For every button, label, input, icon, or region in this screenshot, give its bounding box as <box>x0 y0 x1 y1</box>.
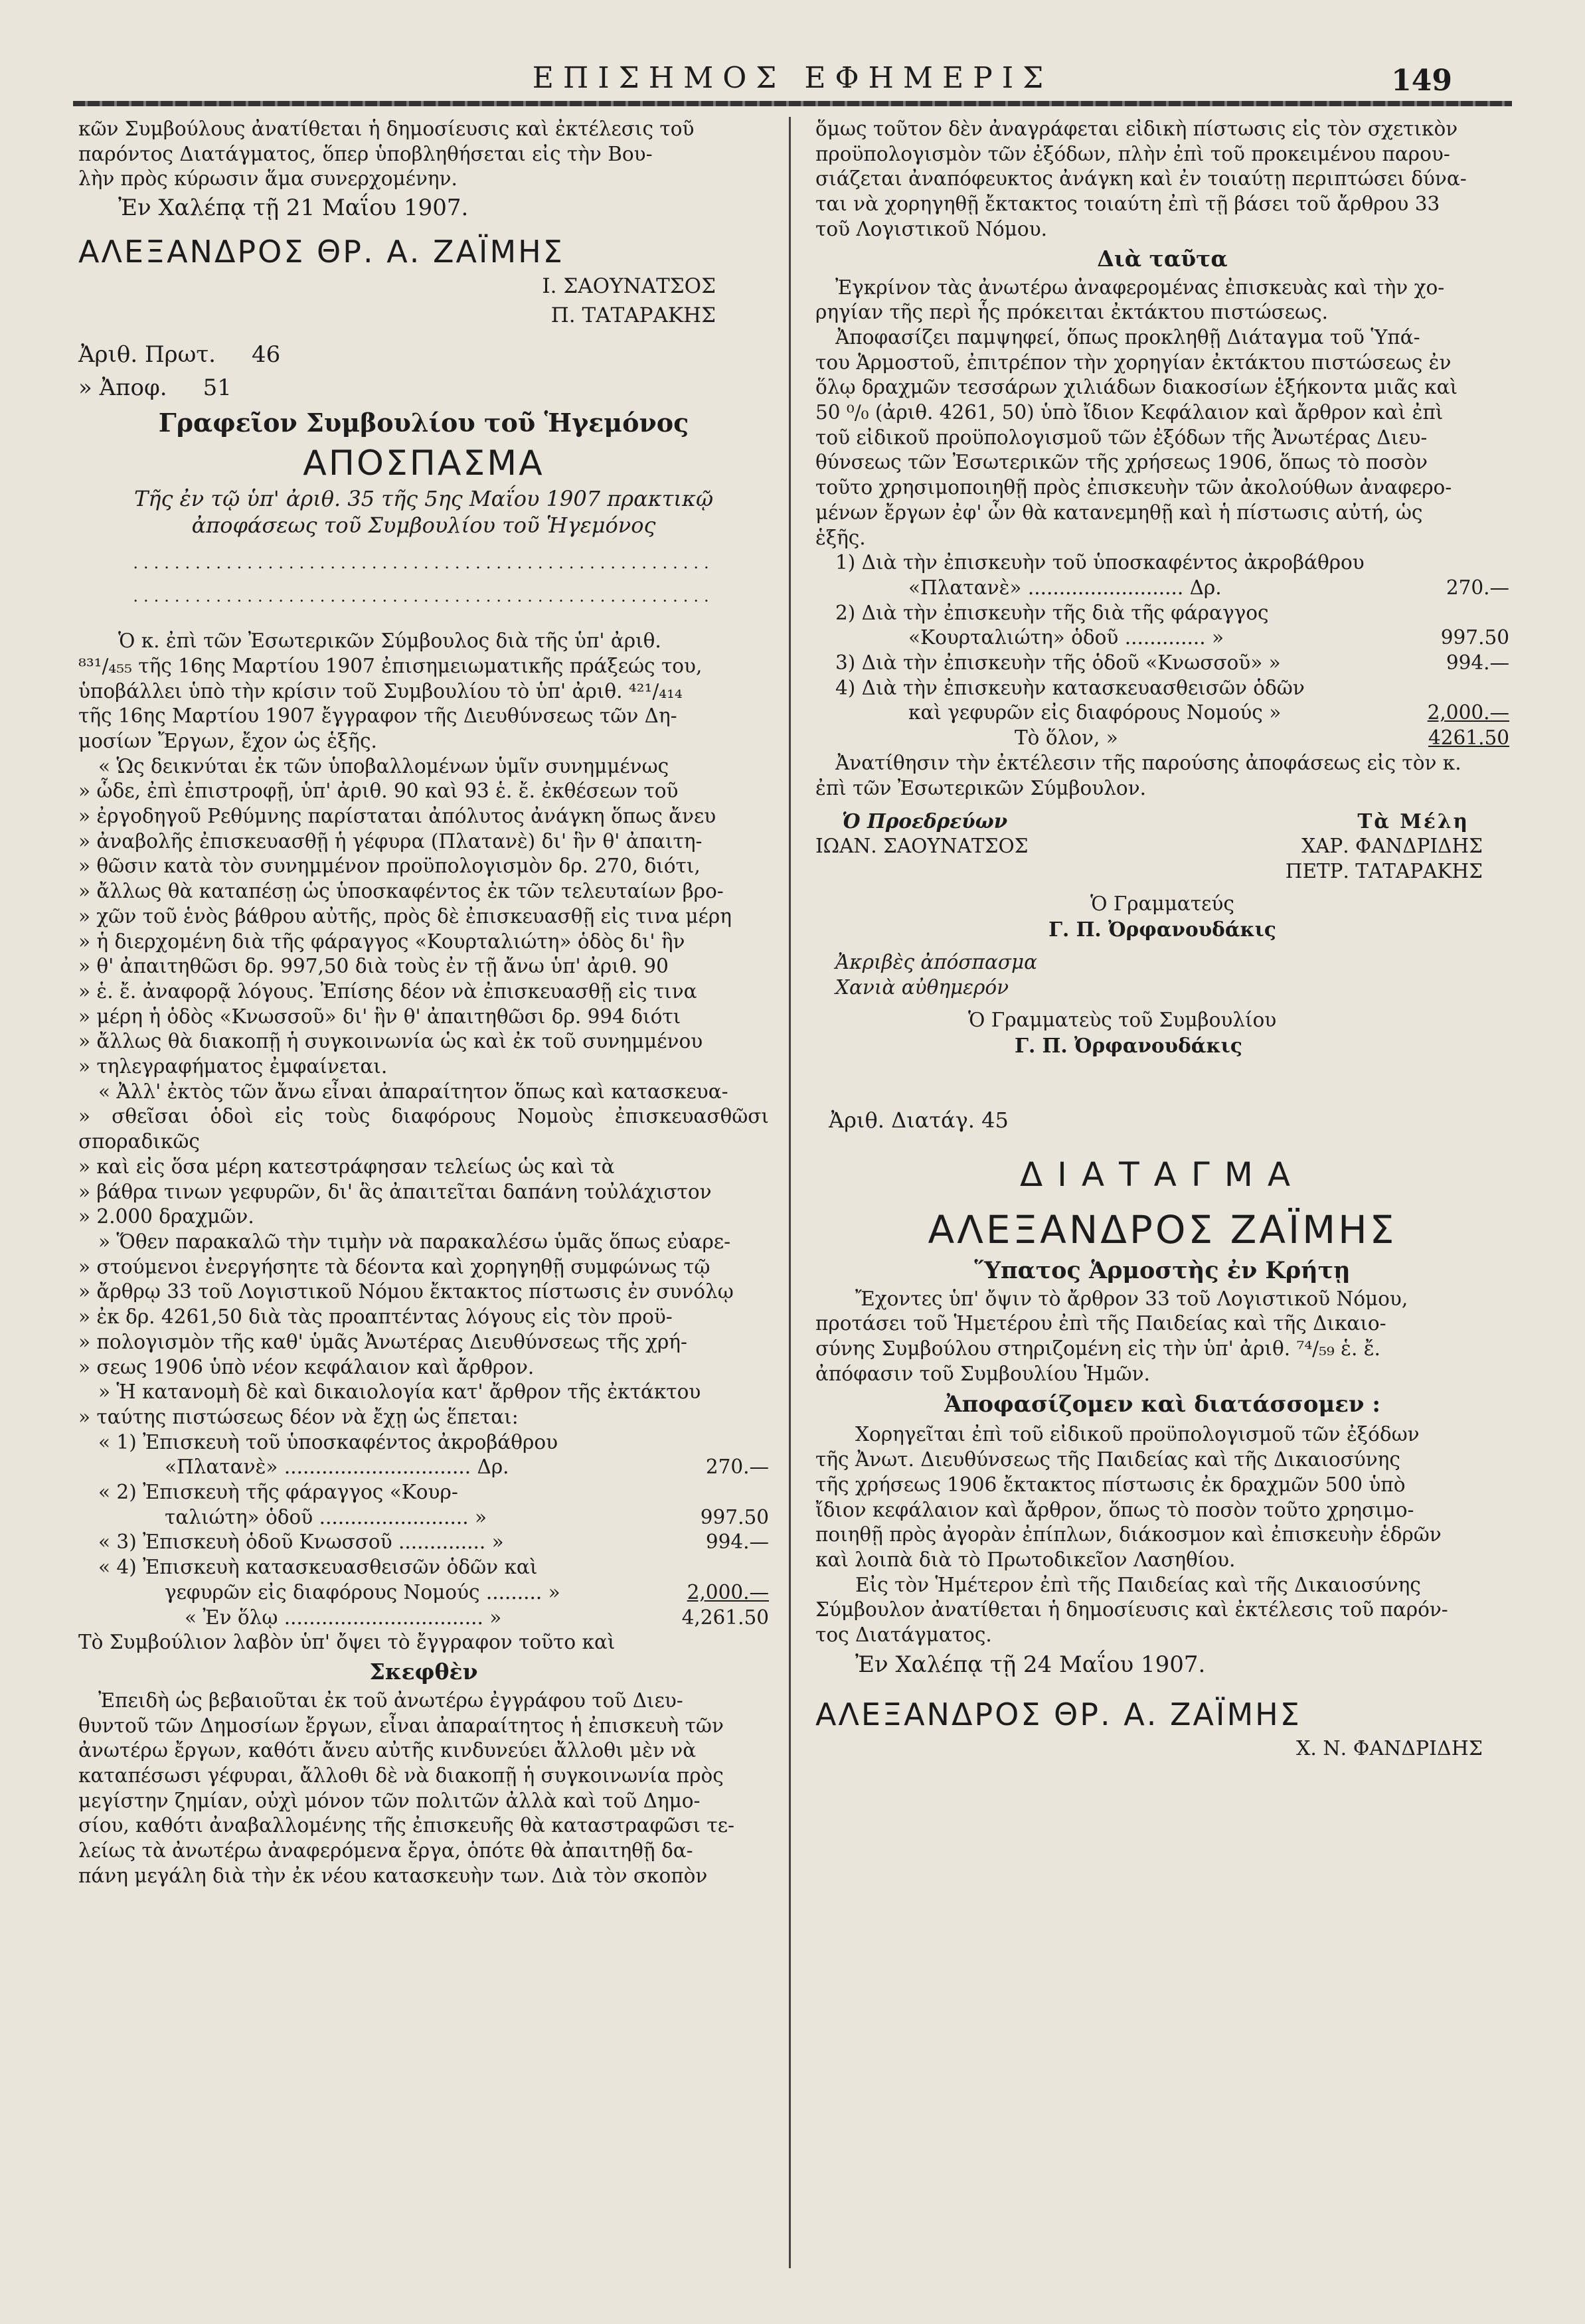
text-line: καὶ λοιπὰ διὰ τὸ Πρωτοδικεῖον Λασηθίου. <box>815 1548 1236 1571</box>
signature-labels <box>815 809 1509 834</box>
secretary-name: Γ. Π. Ὀρφανουδάκις <box>1048 918 1276 942</box>
dotted-separator: ........................................................ <box>133 554 714 573</box>
text-line: ἀνωτέρω ἔργων, καθότι ἄνευ αὐτῆς κινδυνεύει ἄλλοθι μὲν νὰ <box>78 1739 697 1762</box>
text-line: ⁸³¹/₄₅₅ τῆς 16ης Μαρτίου 1907 ἐπισημειωματικῆς πράξεώς του, <box>78 654 703 677</box>
expense-item: « 2) Ἐπισκευὴ τῆς φάραγγος «Κουρ- <box>98 1481 458 1504</box>
text-line: » ἄλλως θὰ διακοπῇ ἡ συγκοινωνία ὡς καὶ ἐκ τοῦ συνημμένου <box>78 1030 703 1053</box>
expense-item: 3) Διὰ τὴν ἐπισκευὴν τῆς ὁδοῦ «Κνωσσοῦ» » 994.— <box>835 651 1509 675</box>
section-heading: Σκεφθὲν <box>369 1658 478 1685</box>
right-column <box>815 117 1509 1764</box>
text-line: τοῦ Λογιστικοῦ Νόμου. <box>815 217 1048 240</box>
decision-value: 51 <box>203 374 232 402</box>
text-line: κῶν Συμβούλους ἀνατίθεται ἡ δημοσίευσις καὶ ἐκτέλεσις τοῦ <box>78 118 695 140</box>
expense-item: καὶ γεφυρῶν εἰς διαφόρους Νομούς » 2,000.— <box>908 701 1509 724</box>
protocol-number <box>78 338 769 371</box>
header-rule <box>73 101 1512 106</box>
certified-line: Χανιὰ αὐθημερόν <box>835 975 1009 999</box>
expense-list <box>78 1430 769 1631</box>
text-line: σίου, καθότι ἀναβαλλομένης τῆς ἐπισκευῆς θὰ καταστραφῶσι τε- <box>78 1814 734 1837</box>
body-paragraph <box>815 117 1509 242</box>
quoted-paragraph <box>78 1380 769 1430</box>
expense-item: «Κουρταλιώτη» ὁδοῦ ............. » 997.50 <box>908 626 1509 649</box>
body-paragraph <box>815 325 1509 550</box>
text-line: πάνη μεγάλη διὰ τὴν ἐκ νέου κατασκευὴν των. Διὰ τὸν σκοπὸν <box>78 1864 708 1887</box>
expense-item: «Πλατανὲ» .............................. Δρ. 270.— <box>165 1455 769 1479</box>
cosigner-name: Ι. ΣΑΟΥΝΑΤΣΟΣ <box>542 274 716 299</box>
decision-number <box>78 371 769 404</box>
text-line: » ἐργοδηγοῦ Ρεθύμνης παρίσταται ἀπόλυτος ἀνάγκη ὅπως ἄνευ <box>78 805 716 828</box>
text-line: Ἐπειδὴ ὡς βεβαιοῦται ἐκ τοῦ ἀνωτέρω ἐγγράφου τοῦ Διευ- <box>98 1689 683 1712</box>
text-line: » καὶ εἰς ὅσα μέρη κατεστράφησαν τελείως ὡς καὶ τὰ <box>78 1155 615 1178</box>
quoted-paragraph <box>78 1230 769 1380</box>
text-line: » σθεῖσαι ὁδοὶ εἰς τοὺς διαφόρους Νομοὺς ἐπισκευασθῶσι σποραδικῶς <box>78 1105 769 1153</box>
text-line: ἀπόφασιν τοῦ Συμβουλίου Ἡμῶν. <box>815 1362 1150 1385</box>
text-line: μεγίστην ζημίαν, οὐχὶ μόνον τῶν πολιτῶν ἀλλὰ καὶ τοῦ Δημο- <box>78 1789 701 1812</box>
text-line: μένων ἔργων ἐφ' ὧν θὰ κατανεμηθῇ καὶ ἡ πίστωσις αὐτή, ὡς <box>815 501 1423 524</box>
text-line: » μέρη ἡ ὁδὸς «Κνωσσοῦ» δι' ἣν θ' ἀπαιτηθῶσι δρ. 994 διότι <box>78 1005 681 1028</box>
text-line: ἑξῆς. <box>815 526 866 549</box>
section-heading: Διὰ ταῦτα <box>1097 245 1228 272</box>
left-column <box>78 117 769 1889</box>
decree-signer: ΑΛΕΞΑΝΔΡΟΣ ΖΑΪΜΗΣ <box>928 1206 1397 1252</box>
text-line: » τηλεγραφήματος ἐμφαίνεται. <box>78 1055 388 1078</box>
text-line: » ἡ διερχομένη διὰ τῆς φάραγγος «Κουρταλιώτη» ὁδὸς δι' ἣν <box>78 930 685 953</box>
text-line: « Ὡς δεικνύται ἐκ τῶν ὑποβαλλομένων ὑμῖν συνημμένως <box>98 754 669 778</box>
decree-date: Ἐν Χαλέπᾳ τῇ 24 Μαΐου 1907. <box>855 1651 1206 1678</box>
text-line: ται νὰ χορηγηθῇ ἔκτακτος τοιαύτη ἐπὶ τῇ βάσει τοῦ ἄρθρου 33 <box>815 193 1440 216</box>
gazette-title: ΕΠΙΣΗΜΟΣ ΕΦΗΜΕΡΙΣ <box>532 61 1053 95</box>
expense-item: «Πλατανὲ» ......................... Δρ. 270.— <box>908 576 1509 599</box>
page-number: 149 <box>1391 64 1452 98</box>
expense-item: ταλιώτη» ὁδοῦ ........................ » 997.50 <box>165 1505 769 1529</box>
council-secretary-label: Ὁ Γραμματεὺς τοῦ Συμβουλίου <box>968 1009 1277 1032</box>
text-line: σιάζεται ἀναπόφευκτος ἀνάγκη καὶ ἐν τοιαύτῃ περιπτώσει δύνα- <box>815 167 1467 191</box>
text-line: Εἰς τὸν Ἡμέτερον ἐπὶ τῆς Παιδείας καὶ τῆς Δικαιοσύνης <box>855 1573 1421 1596</box>
decree-final-signer: ΑΛΕΞΑΝΔΡΟΣ ΘΡ. Α. ΖΑΪΜΗΣ <box>815 1696 1301 1732</box>
decree-title: ΔΙΑΤΑΓΜΑ <box>1019 1155 1305 1194</box>
expense-list <box>815 550 1509 751</box>
text-line: ἐπὶ τῶν Ἐσωτερικῶν Σύμβουλον. <box>815 776 1146 799</box>
text-line: λείως τὰ ἀνωτέρω ἀναφερόμενα ἔργα, ὁπότε θὰ ἀπαιτηθῇ δα- <box>78 1839 693 1863</box>
secretary-label: Ὁ Γραμματεύς <box>1090 892 1234 916</box>
intro-paragraph <box>78 117 769 192</box>
member-name: ΧΑΡ. ΦΑΝΔΡΙΔΗΣ <box>1301 834 1483 857</box>
expense-item: 1) Διὰ τὴν ἐπισκευὴν τοῦ ὑποσκαφέντος ἀκροβάθρου <box>835 551 1365 574</box>
body-paragraph <box>815 751 1509 801</box>
text-line: ποιηθῇ πρὸς ἀγορὰν ἐπίπλων, διάκοσμον καὶ ἐπισκευὴν ἑδρῶν <box>815 1523 1442 1546</box>
text-line: τος Διατάγματος. <box>815 1623 992 1647</box>
text-line: ὅλῳ δραχμῶν τεσσάρων χιλιάδων διακοσίων ἑξήκοντα μιᾶς καὶ <box>815 376 1458 399</box>
column-divider <box>789 117 791 2268</box>
text-line: » στούμενοι ἐνεργήσητε τὰ δέοντα καὶ χορηγηθῇ συμφώνως τῷ <box>78 1255 710 1278</box>
member-name: ΠΕΤΡ. ΤΑΤΑΡΑΚΗΣ <box>1285 859 1483 882</box>
text-line: » 2.000 δραχμῶν. <box>78 1205 254 1228</box>
date-line: Ἐν Χαλέπᾳ τῇ 21 Μαΐου 1907. <box>118 195 469 222</box>
protocol-value: 46 <box>252 341 281 369</box>
president-name: ΙΩΑΝ. ΣΑΟΥΝΑΤΣΟΣ <box>815 834 1029 857</box>
text-line: « Ἀλλ' ἐκτὸς τῶν ἄνω εἶναι ἀπαραίτητον ὅπως καὶ κατασκευα- <box>98 1080 728 1103</box>
text-line: ὑποβάλλει ὑπὸ τὴν κρίσιν τοῦ Συμβουλίου τὸ ὑπ' ἀριθ. ⁴²¹/₄₁₄ <box>78 679 683 703</box>
extract-title: ΑΠΟΣΠΑΣΜΑ <box>303 444 544 484</box>
text-line: τοῦτο χρησιμοποιηθῇ πρὸς ἐπισκευὴν τῶν ἀκολούθων ἀναφερο- <box>815 476 1452 499</box>
text-line: » πολογισμὸν τῆς καθ' ὑμᾶς Ἀνωτέρας Διευθύνσεως τῆς χρή- <box>78 1330 687 1353</box>
decree-body <box>815 1422 1509 1572</box>
text-line: προϋπολογισμὸν τῶν ἐξόδων, πλὴν ἐπὶ τοῦ προκειμένου παρου- <box>815 142 1450 165</box>
expense-item: 2) Διὰ τὴν ἐπισκευὴν τῆς διὰ τῆς φάραγγος <box>835 601 1269 624</box>
decree-number: Ἀριθ. Διατάγ. 45 <box>829 1107 1009 1133</box>
text-line: » ἐκ δρ. 4261,50 διὰ τὰς προαπτέντας λόγους εἰς τὸν προϋ- <box>78 1305 673 1329</box>
text-line: » ἑ. ἔ. ἀναφορᾷ λόγους. Ἐπίσης δέον νὰ ἐπισκευασθῇ εἰς τινα <box>78 979 697 1003</box>
text-line: » ἀναβολῆς ἐπισκευασθῇ ἡ γέφυρα (Πλατανὲ) δι' ἣν θ' ἀπαιτη- <box>78 829 703 853</box>
text-line: » ταύτης πιστώσεως δέον νὰ ἔχῃ ὡς ἕπεται: <box>78 1405 519 1428</box>
expense-item: « 3) Ἐπισκευὴ ὁδοῦ Κνωσσοῦ .............. » 994.— <box>98 1531 769 1554</box>
body-paragraph <box>815 276 1509 325</box>
text-line: ὅμως τοῦτον δὲν ἀναγράφεται εἰδικὴ πίστωσις εἰς τὸν σχετικὸν <box>815 118 1458 140</box>
text-line: σύνης Συμβούλου στηριζομένη εἰς τὴν ὑπ' ἀριθ. ⁷⁴/₅₉ ἑ. ἔ. <box>815 1337 1380 1361</box>
text-line: » Ἡ κατανομὴ δὲ καὶ δικαιολογία κατ' ἄρθρον τῆς ἐκτάκτου <box>98 1380 701 1404</box>
text-line: προτάσει τοῦ Ἡμετέρου ἐπὶ τῆς Παιδείας καὶ τῆς Δικαιο- <box>815 1312 1386 1335</box>
text-line: Χορηγεῖται ἐπὶ τοῦ εἰδικοῦ προϋπολογισμοῦ τῶν ἐξόδων <box>855 1423 1420 1446</box>
text-line: ἴδιον κεφάλαιον καὶ ἄρθρον, ὅπως τὸ ποσὸν τοῦτο χρησιμο- <box>815 1498 1414 1521</box>
decree-decision-heading: Ἀποφασίζομεν καὶ διατάσσομεν : <box>944 1391 1380 1418</box>
text-line: Ἔχοντες ὑπ' ὄψιν τὸ ἄρθρον 33 τοῦ Λογιστικοῦ Νόμου, <box>855 1287 1408 1310</box>
text-line: » ἄλλως θὰ καταπέσῃ ὡς ὑποσκαφέντος ἐκ τῶν τελευταίων βρο- <box>78 880 724 903</box>
body-paragraph <box>78 629 769 754</box>
text-line: του Ἁρμοστοῦ, ἐπιτρέπον τὴν χορηγίαν ἐκτάκτου πιστώσεως ἐν <box>815 351 1452 374</box>
decree-body <box>815 1573 1509 1648</box>
signature-names <box>815 834 1509 859</box>
council-secretary-name: Γ. Π. Ὀρφανουδάκις <box>1015 1033 1242 1057</box>
decree-cosigner: Χ. Ν. ΦΑΝΔΡΙΔΗΣ <box>1295 1736 1483 1760</box>
text-line: » χῶν τοῦ ἑνὸς βάθρου αὐτῆς, πρὸς δὲ ἐπισκευασθῇ εἰς τινα μέρη <box>78 904 732 928</box>
president-label: Ὁ Προεδρεύων <box>842 809 1008 833</box>
text-line: λὴν πρὸς κύρωσιν ἅμα συνερχομένην. <box>78 167 458 191</box>
office-title: Γραφεῖον Συμβουλίου τοῦ Ἡγεμόνος <box>158 408 689 438</box>
text-line: παρόντος Διατάγματος, ὅπερ ὑποβληθήσεται εἰς τὴν Βου- <box>78 142 653 165</box>
quoted-paragraph <box>78 754 769 1080</box>
text-line: θύνσεως τῶν Ἐσωτερικῶν τῆς χρήσεως 1906, ὅπως τὸ ποσὸν <box>815 451 1428 474</box>
text-line: » Ὅθεν παρακαλῶ τὴν τιμὴν νὰ παρακαλέσω ὑμᾶς ὅπως εὐαρε- <box>98 1230 731 1253</box>
expense-item: « 1) Ἐπισκευὴ τοῦ ὑποσκαφέντος ἀκροβάθρου <box>98 1430 558 1453</box>
protocol-label: Ἀριθ. Πρωτ. <box>78 341 216 369</box>
text-line: » βάθρα τινων γεφυρῶν, δι' ἃς ἀπαιτεῖται δαπάνη τοὐλάχιστον <box>78 1180 712 1203</box>
certified-line: Ἀκριβὲς ἀπόσπασμα <box>835 950 1038 973</box>
text-line: » θ' ἀπαιτηθῶσι δρ. 997,50 διὰ τοὺς ἐν τῇ ἄνω ὑπ' ἀριθ. 90 <box>78 955 669 978</box>
dotted-separator: ........................................................ <box>133 587 714 606</box>
text-line: Ἀποφασίζει παμψηφεί, ὅπως προκληθῇ Διάταγμα τοῦ Ὑπά- <box>835 325 1420 349</box>
text-line: ρηγίαν τῆς περὶ ἧς πρόκειται ἐκτάκτου πιστώσεως. <box>815 301 1329 324</box>
text-line: » σεως 1906 ὑπὸ νέον κεφάλαιον καὶ ἄρθρον. <box>78 1355 535 1378</box>
expense-total: « Ἐν ὅλῳ ................................ » 4,261.50 <box>185 1606 769 1629</box>
cosigner-name: Π. ΤΑΤΑΡΑΚΗΣ <box>550 303 716 328</box>
expense-item: « 4) Ἐπισκευὴ κατασκευασθεισῶν ὁδῶν καὶ <box>98 1556 538 1579</box>
text-line: Τὸ Συμβούλιον λαβὸν ὑπ' ὄψει τὸ ἔγγραφον τοῦτο καὶ <box>78 1631 616 1654</box>
expense-item: γεφυρῶν εἰς διαφόρους Νομούς ......... » 2,000.— <box>165 1580 769 1604</box>
text-line: τῆς Ἀνωτ. Διευθύνσεως τῆς Παιδείας καὶ τῆς Δικαιοσύνης <box>815 1448 1400 1471</box>
decree-body <box>815 1287 1509 1387</box>
text-line: τῆς χρήσεως 1906 ἔκτακτος πίστωσις ἐκ δραχμῶν 500 ὑπὸ <box>815 1473 1406 1496</box>
extract-subtitle: ἀποφάσεως τοῦ Συμβουλίου τοῦ Ἡγεμόνος <box>191 513 656 539</box>
text-line: τοῦ εἰδικοῦ προϋπολογισμοῦ τῶν ἐξόδων τῆς Ἀνωτέρας Διευ- <box>815 426 1428 449</box>
decision-label: » Ἀποφ. <box>78 374 167 402</box>
text-line: Σύμβουλον ἀνατίθεται ἡ δημοσίευσις καὶ ἐκτέλεσις τοῦ παρόν- <box>815 1598 1448 1621</box>
text-line: » ἄρθρῳ 33 τοῦ Λογιστικοῦ Νόμου ἔκτακτος πίστωσις ἐν συνόλῳ <box>78 1280 734 1303</box>
text-line: Ὁ κ. ἐπὶ τῶν Ἐσωτερικῶν Σύμβουλος διὰ τῆς ὑπ' ἀριθ. <box>118 629 661 653</box>
text-line: » θῶσιν κατὰ τὸν συνημμένον προϋπολογισμὸν δρ. 270, διότι, <box>78 855 701 878</box>
text-line: Ἐγκρίνον τὰς ἀνωτέρω ἀναφερομένας ἐπισκευὰς καὶ τὴν χο- <box>835 276 1445 299</box>
decree-role: Ὕπατος Ἁρμοστὴς ἐν Κρήτῃ <box>974 1256 1351 1284</box>
members-label: Τὰ Μέλη <box>1357 809 1469 833</box>
text-line: καταπέσωσι γέφυραι, ἄλλοθι δὲ νὰ διακοπῇ ἡ συγκοινωνία πρὸς <box>78 1764 724 1787</box>
extract-subtitle: Τῆς ἐν τῷ ὑπ' ἀριθ. 35 τῆς 5ης Μαΐου 1907 πρακτικῷ <box>133 486 714 512</box>
text-line: » ὧδε, ἐπὶ ἐπιστροφῇ, ὑπ' ἀριθ. 90 καὶ 93 ἑ. ἔ. ἐκθέσεων τοῦ <box>78 780 679 803</box>
text-line: θυντοῦ τῶν Δημοσίων ἔργων, εἶναι ἀπαραίτητος ἡ ἐπισκευὴ τῶν <box>78 1714 724 1737</box>
body-paragraph <box>78 1689 769 1889</box>
text-line: τῆς 16ης Μαρτίου 1907 ἔγγραφον τῆς Διευθύνσεως τῶν Δη- <box>78 705 677 728</box>
text-line: μοσίων Ἔργων, ἔχον ὡς ἑξῆς. <box>78 729 377 752</box>
signer-name: ΑΛΕΞΑΝΔΡΟΣ ΘΡ. Α. ΖΑΪΜΗΣ <box>78 234 564 270</box>
quoted-paragraph <box>78 1080 769 1230</box>
expense-item: 4) Διὰ τὴν ἐπισκευὴν κατασκευασθεισῶν ὁδῶν <box>835 676 1305 699</box>
text-line: Ἀνατίθησιν τὴν ἐκτέλεσιν τῆς παρούσης ἀποφάσεως εἰς τὸν κ. <box>835 751 1461 774</box>
expense-total: Τὸ ὅλον, » 4261.50 <box>1015 726 1509 750</box>
text-line: 50 ⁰/₀ (ἀριθ. 4261, 50) ὑπὸ ἴδιον Κεφάλαιον καὶ ἄρθρον καὶ ἐπὶ <box>815 401 1444 424</box>
